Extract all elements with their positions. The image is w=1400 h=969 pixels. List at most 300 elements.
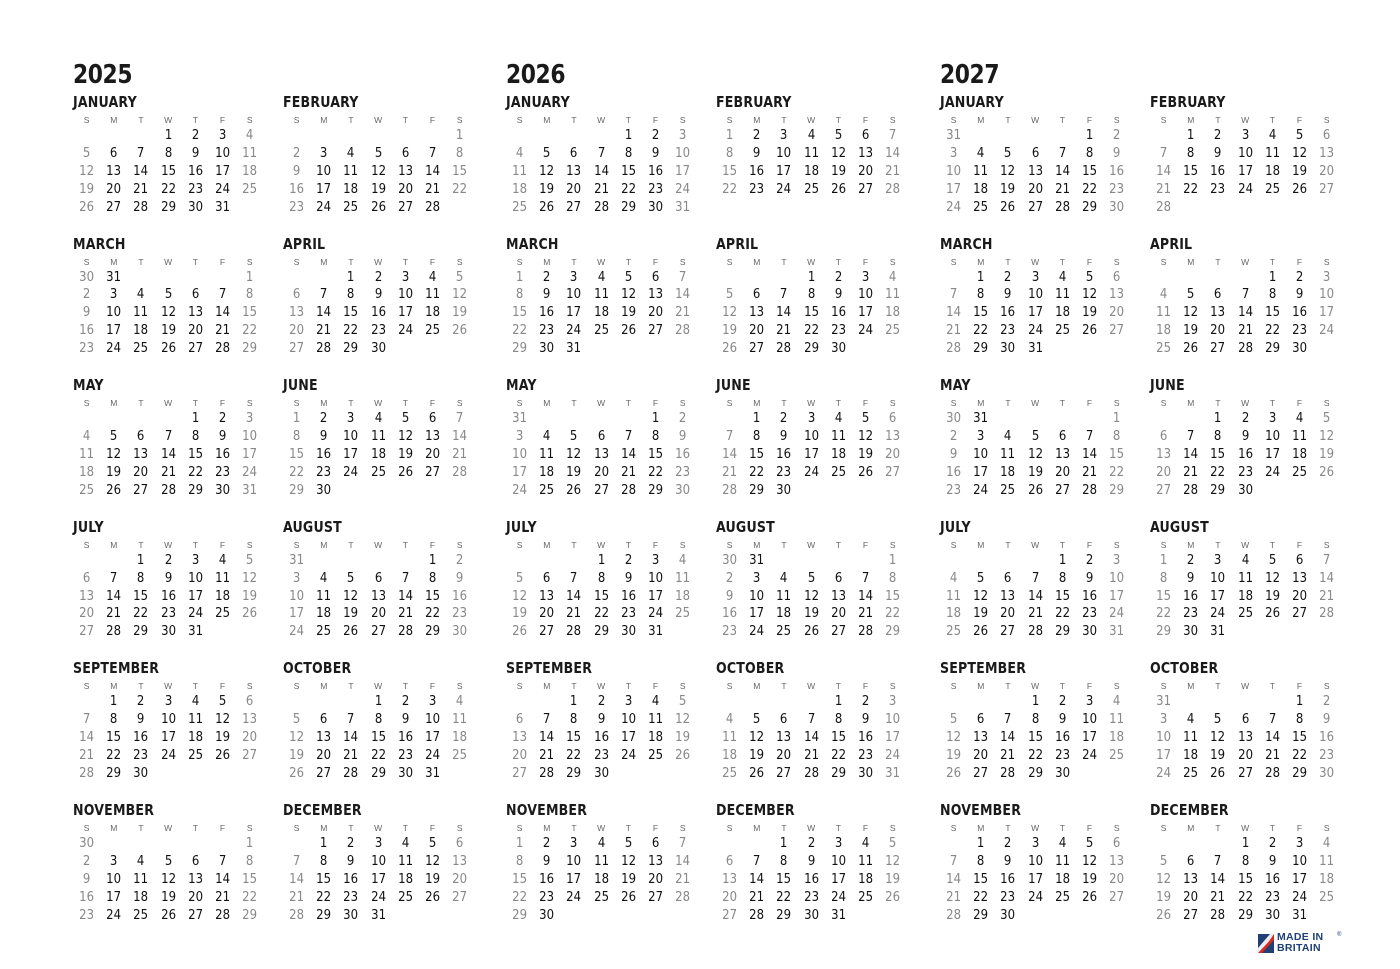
day-cell: 15 xyxy=(749,446,765,462)
day-cell xyxy=(799,552,823,570)
day-cell: 21 xyxy=(566,606,582,622)
day-cell: 5 xyxy=(1295,128,1304,143)
day-cell: 9 xyxy=(374,287,382,303)
month-september-2025 xyxy=(73,658,263,800)
day-cell: 30 xyxy=(803,907,819,923)
day-cell: 2 xyxy=(455,552,464,568)
day-cell xyxy=(1206,693,1230,711)
day-cell xyxy=(237,623,261,641)
day-cell: 4 xyxy=(861,835,870,851)
day-cell: 5 xyxy=(753,712,761,728)
day-cell: 26 xyxy=(1210,765,1226,781)
day-cell: 4 xyxy=(245,128,254,143)
day-cell xyxy=(284,835,308,853)
day-cell: 15 xyxy=(1027,730,1043,746)
day-cell: 17 xyxy=(370,871,386,887)
weekday-letter: S xyxy=(1160,115,1167,125)
day-cell: 14 xyxy=(133,163,149,179)
day-cell: 29 xyxy=(593,624,609,640)
day-cell xyxy=(1104,907,1128,925)
day-cell: 22 xyxy=(1054,606,1070,622)
day-cell: 22 xyxy=(343,323,359,339)
day-cell: 12 xyxy=(160,305,176,321)
day-cell: 15 xyxy=(776,871,792,887)
weekday-letter: T xyxy=(1059,115,1065,125)
day-cell: 3 xyxy=(401,269,410,285)
day-cell: 20 xyxy=(187,323,203,339)
day-cell xyxy=(996,552,1020,570)
day-cell: 25 xyxy=(1156,341,1172,357)
day-cell: 19 xyxy=(397,446,413,462)
month-june-2026 xyxy=(716,375,906,517)
day-cell: 21 xyxy=(316,323,332,339)
day-cell: 2 xyxy=(1322,694,1331,710)
weekday-letter: M xyxy=(110,681,118,692)
day-cell: 1 xyxy=(110,694,118,710)
day-cell xyxy=(393,340,417,358)
weekday-letter: T xyxy=(348,539,354,550)
weekday-letter: T xyxy=(348,398,354,409)
days-grid xyxy=(1150,693,1340,782)
weekday-letter: W xyxy=(164,681,173,692)
day-cell: 12 xyxy=(1319,429,1335,445)
day-cell: 22 xyxy=(316,889,332,905)
day-cell: 26 xyxy=(289,765,305,781)
day-cell: 24 xyxy=(1237,181,1253,197)
day-cell: 12 xyxy=(1082,287,1097,303)
day-cell: 23 xyxy=(1082,606,1097,622)
weekday-letter: S xyxy=(293,256,300,267)
day-cell xyxy=(853,340,877,358)
day-cell: 6 xyxy=(1159,429,1168,445)
days-grid xyxy=(716,693,906,782)
day-cell: 9 xyxy=(807,853,815,869)
day-cell: 16 xyxy=(1109,163,1125,179)
day-cell: 7 xyxy=(82,712,91,728)
day-cell: 13 xyxy=(973,730,989,746)
day-cell xyxy=(616,907,640,925)
day-cell: 9 xyxy=(1085,570,1094,586)
day-cell: 17 xyxy=(1292,871,1307,887)
day-cell: 31 xyxy=(242,482,258,498)
day-cell: 7 xyxy=(678,835,687,851)
day-cell xyxy=(183,269,207,287)
day-cell: 22 xyxy=(1082,181,1097,197)
day-cell: 19 xyxy=(1210,748,1226,764)
day-cell: 9 xyxy=(401,712,410,728)
weekday-letter: T xyxy=(348,822,354,833)
day-cell: 5 xyxy=(1085,269,1094,285)
day-cell: 15 xyxy=(1156,588,1172,604)
day-cell: 19 xyxy=(512,606,528,622)
day-cell: 9 xyxy=(191,145,200,161)
day-cell: 29 xyxy=(566,765,582,781)
month-name: OCTOBER xyxy=(716,659,785,678)
weekday-letter: W xyxy=(1031,681,1040,692)
day-cell xyxy=(156,765,180,783)
weekday-header xyxy=(1150,255,1340,269)
day-cell: 8 xyxy=(1187,145,1195,161)
day-cell xyxy=(447,907,471,925)
day-cell: 11 xyxy=(397,853,413,869)
day-cell: 29 xyxy=(1156,624,1172,640)
day-cell: 18 xyxy=(425,305,440,321)
day-cell: 4 xyxy=(651,694,660,710)
days-grid xyxy=(716,552,906,641)
day-cell: 25 xyxy=(803,181,819,197)
day-cell xyxy=(589,127,613,145)
day-cell: 17 xyxy=(106,323,122,339)
weekday-letter: T xyxy=(192,822,198,833)
day-cell: 28 xyxy=(452,464,468,480)
day-cell: 30 xyxy=(1319,765,1335,781)
day-cell: 15 xyxy=(133,588,149,604)
day-cell: 29 xyxy=(512,907,528,923)
day-cell: 28 xyxy=(675,323,691,339)
day-cell: 22 xyxy=(566,748,582,764)
day-cell: 11 xyxy=(539,446,555,462)
months-grid xyxy=(506,92,916,942)
month-name: OCTOBER xyxy=(283,659,352,678)
month-march-2026 xyxy=(506,234,696,376)
day-cell: 17 xyxy=(1156,748,1172,764)
day-cell: 18 xyxy=(1000,464,1016,480)
weekday-letter: S xyxy=(456,115,463,125)
weekday-letter: T xyxy=(1269,256,1275,267)
weekday-header xyxy=(940,255,1130,269)
day-cell: 23 xyxy=(539,323,555,339)
weekday-letter: T xyxy=(1215,115,1221,125)
day-cell xyxy=(772,269,796,287)
day-cell: 4 xyxy=(1295,411,1304,427)
month-name: NOVEMBER xyxy=(73,800,155,819)
day-cell: 21 xyxy=(803,748,819,764)
weekday-letter: S xyxy=(679,115,686,125)
weekday-letter: T xyxy=(348,256,354,267)
day-cell xyxy=(717,835,741,853)
day-cell: 4 xyxy=(1058,269,1067,285)
day-cell: 22 xyxy=(512,889,528,905)
month-name: AUGUST xyxy=(283,517,342,536)
day-cell: 13 xyxy=(1109,853,1125,869)
day-cell: 25 xyxy=(452,748,468,764)
day-cell: 3 xyxy=(320,145,328,161)
month-name: SEPTEMBER xyxy=(73,659,160,678)
day-cell: 24 xyxy=(749,624,765,640)
weekday-letter: M xyxy=(1187,115,1195,125)
weekday-letter: W xyxy=(597,398,606,409)
day-cell: 2 xyxy=(624,552,633,568)
days-grid xyxy=(73,693,263,782)
day-cell: 6 xyxy=(753,287,761,303)
day-cell: 19 xyxy=(215,730,230,746)
day-cell: 31 xyxy=(425,765,440,781)
day-cell: 27 xyxy=(776,765,792,781)
day-cell: 28 xyxy=(343,765,359,781)
day-cell xyxy=(420,340,444,358)
day-cell: 31 xyxy=(289,552,305,568)
weekday-letter: W xyxy=(374,539,383,550)
day-cell: 6 xyxy=(1295,552,1304,568)
day-cell: 17 xyxy=(425,730,440,746)
month-name: FEBRUARY xyxy=(716,93,792,111)
day-cell: 1 xyxy=(1187,128,1195,143)
day-cell: 27 xyxy=(1210,341,1226,357)
weekday-letter: S xyxy=(1323,539,1330,550)
day-cell: 6 xyxy=(191,853,200,869)
day-cell: 19 xyxy=(160,889,176,905)
weekday-header xyxy=(73,679,263,693)
weekday-header xyxy=(1150,821,1340,835)
day-cell: 16 xyxy=(620,588,636,604)
day-cell xyxy=(366,552,390,570)
weekday-letter: M xyxy=(1187,539,1195,550)
day-cell xyxy=(366,482,390,500)
day-cell: 19 xyxy=(675,730,691,746)
day-cell: 11 xyxy=(593,853,609,869)
day-cell: 22 xyxy=(160,181,176,197)
day-cell: 14 xyxy=(215,871,230,887)
day-cell: 22 xyxy=(133,606,149,622)
weekday-letter: W xyxy=(1031,539,1040,550)
day-cell: 29 xyxy=(343,341,359,357)
day-cell: 13 xyxy=(242,712,258,728)
day-cell: 22 xyxy=(1264,323,1280,339)
weekday-letter: F xyxy=(862,539,869,550)
day-cell: 11 xyxy=(187,712,203,728)
weekday-letter: T xyxy=(781,822,787,833)
day-cell: 19 xyxy=(803,606,819,622)
day-cell: 26 xyxy=(397,464,413,480)
day-cell: 23 xyxy=(858,748,873,764)
day-cell: 8 xyxy=(1112,429,1121,445)
weekday-letter: M xyxy=(1187,822,1195,833)
day-cell: 9 xyxy=(1112,145,1121,161)
day-cell: 9 xyxy=(949,446,958,462)
day-cell: 16 xyxy=(397,730,413,746)
day-cell: 5 xyxy=(455,269,464,285)
day-cell: 14 xyxy=(425,163,440,179)
day-cell: 22 xyxy=(1237,889,1253,905)
day-cell: 9 xyxy=(137,712,145,728)
day-cell: 31 xyxy=(973,411,989,427)
day-cell: 2 xyxy=(1214,128,1222,143)
weekday-letter: S xyxy=(950,822,957,833)
day-cell: 27 xyxy=(885,464,901,480)
day-cell: 25 xyxy=(1319,889,1335,905)
day-cell: 25 xyxy=(1183,765,1199,781)
day-cell: 21 xyxy=(620,464,636,480)
month-november-2026 xyxy=(506,800,696,942)
day-cell: 17 xyxy=(749,606,765,622)
day-cell: 23 xyxy=(1319,748,1335,764)
day-cell: 20 xyxy=(397,181,413,197)
weekday-header xyxy=(283,113,473,127)
month-name: AUGUST xyxy=(1150,517,1209,536)
day-cell: 30 xyxy=(539,341,555,357)
day-cell: 10 xyxy=(566,287,582,303)
weekday-letter: W xyxy=(164,398,173,409)
day-cell xyxy=(643,340,667,358)
days-grid xyxy=(506,693,696,782)
day-cell: 14 xyxy=(885,145,901,161)
weekday-letter: M xyxy=(320,256,328,267)
day-cell: 19 xyxy=(370,181,386,197)
day-cell: 3 xyxy=(861,269,870,285)
weekday-letter: T xyxy=(1005,539,1011,550)
weekday-header xyxy=(1150,679,1340,693)
weekday-letter: F xyxy=(1296,822,1303,833)
day-cell xyxy=(969,693,993,711)
day-cell xyxy=(1077,907,1101,925)
day-cell: 11 xyxy=(830,429,846,445)
day-cell: 12 xyxy=(1210,730,1226,746)
day-cell: 16 xyxy=(803,871,819,887)
day-cell: 19 xyxy=(749,748,765,764)
day-cell: 10 xyxy=(397,287,413,303)
weekday-header xyxy=(716,255,906,269)
day-cell: 13 xyxy=(830,588,846,604)
badge-text xyxy=(1277,931,1342,954)
day-cell: 23 xyxy=(79,907,95,923)
day-cell: 24 xyxy=(1264,464,1280,480)
day-cell: 26 xyxy=(946,765,962,781)
weekday-letter: F xyxy=(1086,256,1093,267)
month-june-2027 xyxy=(1150,375,1340,517)
month-july-2025 xyxy=(73,517,263,659)
weekday-letter: F xyxy=(652,398,659,409)
day-cell: 20 xyxy=(1319,163,1335,179)
day-cell: 1 xyxy=(320,835,328,851)
day-cell xyxy=(1023,410,1047,428)
day-cell: 12 xyxy=(106,446,122,462)
weekday-letter: S xyxy=(1160,822,1167,833)
day-cell: 8 xyxy=(834,712,843,728)
day-cell: 27 xyxy=(973,765,989,781)
day-cell: 25 xyxy=(1237,606,1253,622)
days-grid xyxy=(716,835,906,924)
day-cell: 22 xyxy=(830,748,846,764)
weekday-letter: W xyxy=(1241,681,1250,692)
weekday-letter: W xyxy=(374,822,383,833)
day-cell: 25 xyxy=(1109,748,1125,764)
day-cell: 13 xyxy=(1319,145,1335,161)
day-cell xyxy=(1314,623,1338,641)
day-cell: 13 xyxy=(187,305,203,321)
day-cell: 16 xyxy=(343,871,359,887)
day-cell: 28 xyxy=(1183,482,1199,498)
weekday-letter: W xyxy=(807,115,816,125)
day-cell: 18 xyxy=(370,446,386,462)
day-cell: 17 xyxy=(675,163,691,179)
day-cell: 7 xyxy=(347,712,355,728)
day-cell: 29 xyxy=(830,765,846,781)
day-cell: 24 xyxy=(215,181,230,197)
day-cell: 13 xyxy=(1237,730,1253,746)
day-cell: 10 xyxy=(858,287,873,303)
weekday-header xyxy=(940,538,1130,552)
day-cell: 7 xyxy=(137,145,145,161)
day-cell: 31 xyxy=(675,199,691,215)
day-cell xyxy=(616,410,640,428)
day-cell: 30 xyxy=(343,907,359,923)
days-grid xyxy=(1150,835,1340,924)
day-cell: 8 xyxy=(977,853,985,869)
day-cell: 6 xyxy=(1322,128,1331,143)
day-cell: 22 xyxy=(620,181,636,197)
weekday-letter: T xyxy=(1269,681,1275,692)
day-cell: 10 xyxy=(512,446,528,462)
day-cell: 11 xyxy=(133,871,149,887)
day-cell: 28 xyxy=(425,199,440,215)
weekday-letter: S xyxy=(726,539,733,550)
day-cell: 3 xyxy=(624,694,633,710)
month-name: MARCH xyxy=(940,234,993,253)
weekday-letter: M xyxy=(753,822,761,833)
day-cell: 23 xyxy=(1000,889,1016,905)
weekday-letter: M xyxy=(110,115,118,125)
day-cell: 28 xyxy=(160,482,176,498)
day-cell: 17 xyxy=(1109,588,1125,604)
days-grid xyxy=(73,127,263,216)
day-cell: 26 xyxy=(830,181,846,197)
day-cell xyxy=(1050,907,1074,925)
day-cell xyxy=(969,552,993,570)
day-cell: 5 xyxy=(725,287,734,303)
day-cell: 12 xyxy=(1156,871,1172,887)
weekday-letter: F xyxy=(652,256,659,267)
day-cell: 23 xyxy=(776,464,792,480)
day-cell xyxy=(507,127,531,145)
weekday-letter: S xyxy=(679,681,686,692)
day-cell: 21 xyxy=(133,181,149,197)
day-cell: 4 xyxy=(1322,835,1331,851)
day-cell: 13 xyxy=(566,163,582,179)
day-cell: 27 xyxy=(512,765,528,781)
weekday-letter: T xyxy=(1005,398,1011,409)
day-cell: 7 xyxy=(164,429,172,445)
weekday-letter: F xyxy=(219,822,226,833)
month-february-2025 xyxy=(283,92,473,234)
day-cell: 8 xyxy=(1214,429,1222,445)
day-cell: 1 xyxy=(191,411,200,427)
weekday-letter: W xyxy=(164,822,173,833)
month-september-2027 xyxy=(940,658,1130,800)
day-cell xyxy=(941,835,965,853)
day-cell: 14 xyxy=(452,429,468,445)
day-cell: 23 xyxy=(749,181,765,197)
weekday-letter: F xyxy=(429,398,436,409)
weekday-letter: T xyxy=(571,539,577,550)
month-january-2027 xyxy=(940,92,1130,234)
day-cell: 20 xyxy=(566,181,582,197)
day-cell: 6 xyxy=(82,570,91,586)
day-cell: 1 xyxy=(1159,552,1168,568)
weekday-letter: T xyxy=(571,681,577,692)
day-cell xyxy=(670,623,694,641)
weekday-letter: T xyxy=(1059,681,1065,692)
month-name: JANUARY xyxy=(506,93,570,111)
day-cell: 30 xyxy=(620,624,636,640)
day-cell xyxy=(1287,623,1311,641)
day-cell: 15 xyxy=(830,730,846,746)
day-cell: 27 xyxy=(1027,199,1043,215)
day-cell: 30 xyxy=(776,482,792,498)
day-cell: 19 xyxy=(1292,163,1307,179)
month-august-2027 xyxy=(1150,517,1340,659)
day-cell: 13 xyxy=(648,853,663,869)
weekday-letter: F xyxy=(429,256,436,267)
